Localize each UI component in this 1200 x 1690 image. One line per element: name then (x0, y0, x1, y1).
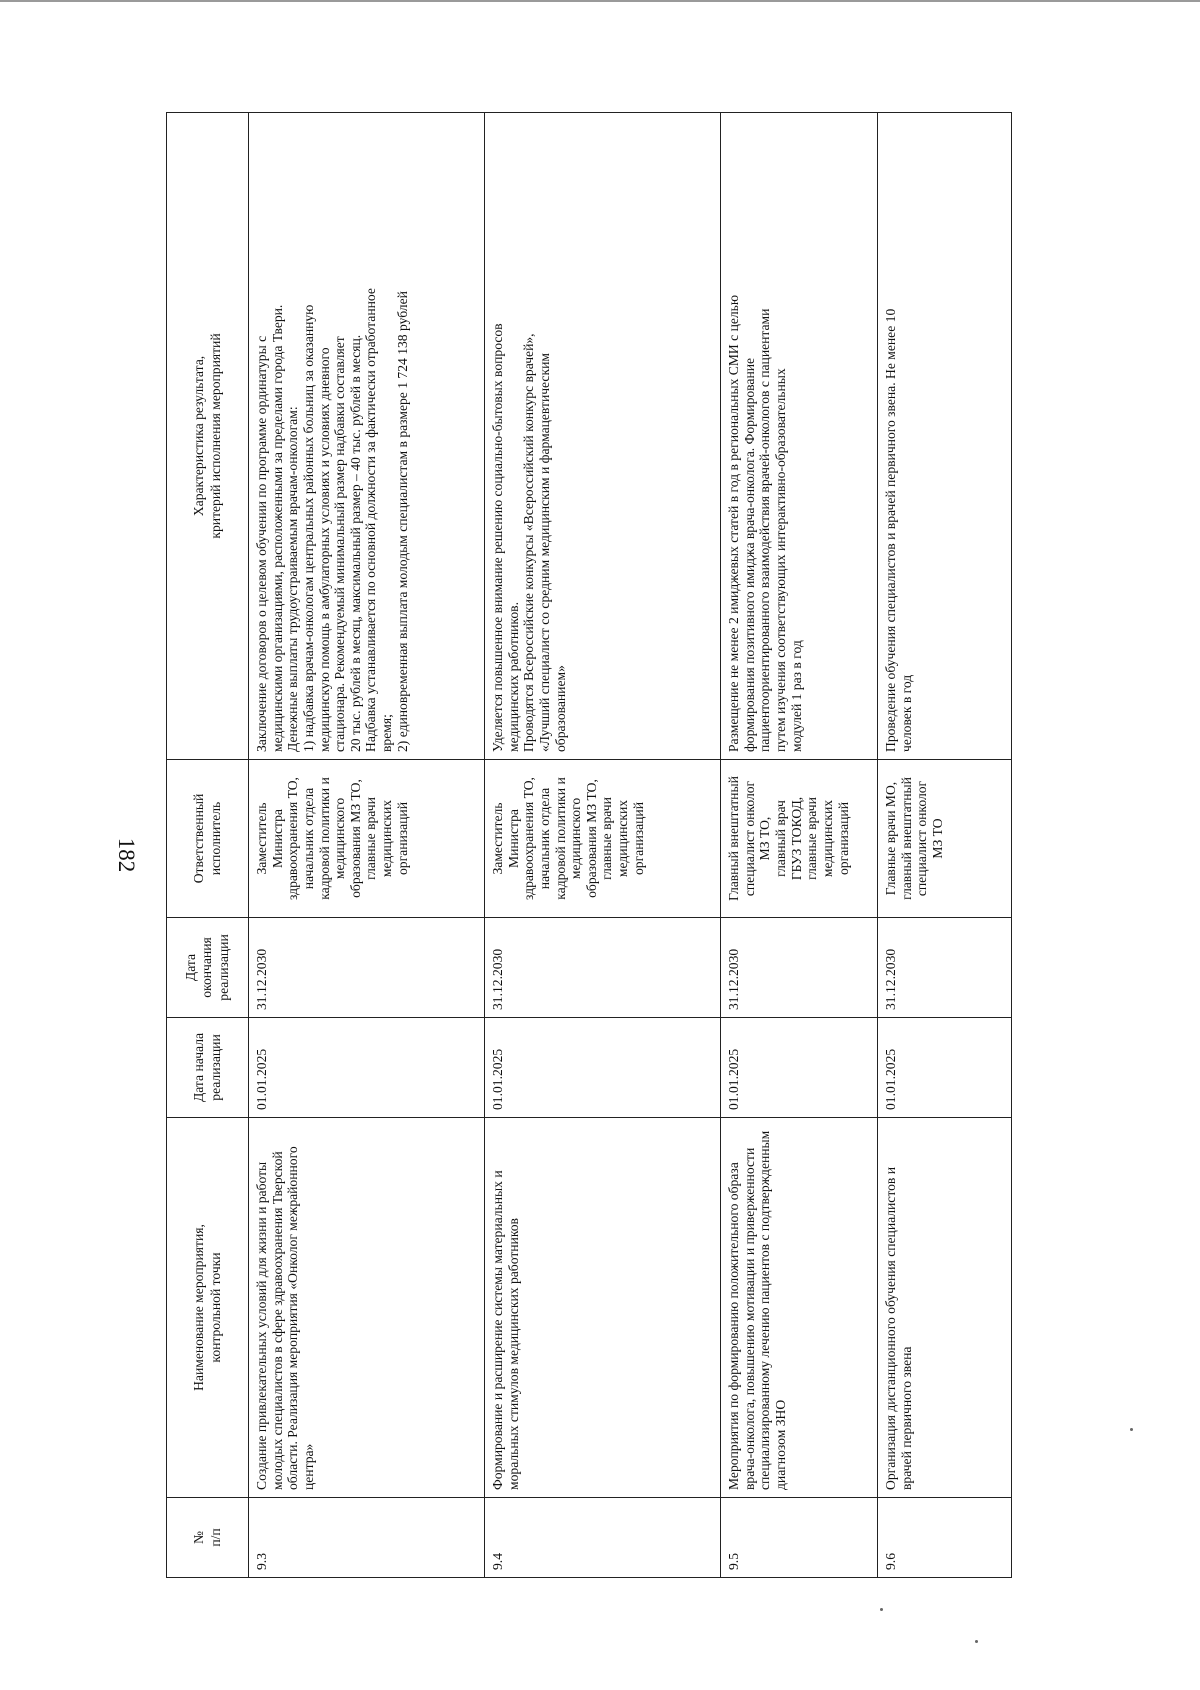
responsible-line: главные врачи (804, 797, 820, 880)
rotated-table-wrapper (166, 113, 1012, 1578)
responsible-cell (721, 760, 878, 918)
result-line: образованием» (552, 665, 568, 752)
row-number: 9.6 (878, 1498, 1012, 1578)
responsible-line: медицинского (568, 797, 584, 880)
measure-name: Организация дистанционного обучения специалистов и врачей первичного звена (878, 1118, 1012, 1498)
row-number: 9.3 (249, 1498, 485, 1578)
responsible-line: специалист онколог (914, 780, 930, 897)
result-cell (485, 113, 721, 760)
scan-speck (880, 1608, 883, 1611)
measure-name: Мероприятия по формированию положительного образа врача-онколога, повышению мотивации и приверженности специализированному лечению пациентов с подтвержденным диагнозом ЗНО (721, 1118, 878, 1498)
responsible-line: МЗ ТО (930, 818, 946, 859)
responsible-line: здравоохранения ТО, (285, 777, 301, 900)
responsible-line: медицинских (819, 799, 835, 878)
result-line: 2) единовременная выплата молодым специалистам в размере 1 724 138 рублей (394, 291, 410, 752)
responsible-line: Заместитель (254, 802, 269, 875)
responsible-line: специалист онколог (741, 780, 757, 897)
result-line: человек в год (898, 674, 914, 752)
row-number: 9.4 (485, 1498, 721, 1578)
responsible-line: начальник отдела (536, 787, 552, 890)
responsible-line: здравоохранения ТО, (521, 777, 537, 900)
responsible-line: медицинских (615, 799, 631, 878)
result-line: пациентоориентированного взаимодействия врачей-онкологов с пациентами (757, 308, 773, 752)
header-result-line: критерий исполнения мероприятий (207, 333, 223, 539)
table-row (878, 113, 1012, 1578)
result-line: медицинских работников. (505, 602, 521, 752)
responsible-cell (485, 760, 721, 918)
end-date: 31.12.2030 (878, 918, 1012, 1018)
result-line: медицинскими организациями, расположенными за пределами города Твери. (269, 304, 285, 752)
result-line: Размещение не менее 2 имиджевых статей в год в региональных СМИ с целью (726, 294, 742, 752)
responsible-line: кадровой политики и (552, 777, 568, 900)
header-start-date (167, 1018, 249, 1118)
responsible-line: МЗ ТО, (757, 816, 773, 861)
result-line: Заключение договоров о целевом обучении по программе ординатуры с (254, 335, 269, 752)
table-row (485, 113, 721, 1578)
result-line: медицинскую помощь в амбулаторных условиях и условиях дневного (316, 347, 332, 752)
result-line: модулей 1 раз в год (788, 640, 804, 752)
measures-table (166, 112, 1012, 1578)
result-line: Надбавка устанавливается по основной должности за фактически отработанное (363, 288, 379, 752)
table-row (721, 113, 878, 1578)
responsible-line: медицинских (379, 799, 394, 878)
responsible-line: Министра (269, 809, 285, 868)
responsible-line: медицинского (332, 797, 348, 880)
result-cell (249, 113, 485, 760)
header-result-line: Характеристика результата, (191, 355, 207, 517)
result-line: стационара. Рекомендуемый минимальный размер надбавки составляет (332, 336, 348, 752)
header-name-line: Наименование мероприятия, (191, 1224, 207, 1391)
result-line: Проводятся Всероссийские конкурсы «Всероссийский конкурс врачей», (521, 333, 537, 752)
responsible-line: организаций (394, 802, 410, 875)
header-responsible (167, 760, 249, 918)
header-num-line: п/п (207, 1528, 223, 1547)
start-date: 01.01.2025 (721, 1018, 878, 1118)
header-end-line: Дата (183, 953, 199, 982)
table-header-row (167, 113, 249, 1578)
result-cell (878, 113, 1012, 760)
responsible-line: ГБУЗ ТОКОД, (788, 796, 804, 881)
result-line: формирования позитивного имиджа врача-онколога. Формирование (741, 357, 757, 752)
result-line: Уделяется повышенное внимание решению социально-бытовых вопросов (490, 323, 506, 752)
result-line: 1) надбавка врачам-онкологам центральных районных больниц за оказанную (300, 304, 316, 752)
page-number: 182 (114, 837, 139, 873)
header-start-line: Дата начала (191, 1032, 207, 1103)
header-num-line: № (191, 1531, 207, 1544)
measure-name: Создание привлекательных условий для жизни и работы молодых специалистов в сфере здравоохранения Тверской области. Реализация мероприятия «Онколог межрайонного центра» (249, 1118, 485, 1498)
start-date: 01.01.2025 (249, 1018, 485, 1118)
responsible-line: главный врач (773, 800, 789, 877)
table-sheet (166, 113, 1012, 1578)
end-date: 31.12.2030 (485, 918, 721, 1018)
responsible-line: Главные врачи МО, (883, 781, 899, 896)
measure-name: Формирование и расширение системы материальных и моральных стимулов медицинских работников (485, 1118, 721, 1498)
start-date: 01.01.2025 (878, 1018, 1012, 1118)
responsible-line: организаций (630, 802, 646, 875)
responsible-cell (878, 760, 1012, 918)
responsible-line: организаций (835, 802, 851, 875)
header-name (167, 1118, 249, 1498)
responsible-cell (249, 760, 485, 918)
header-num (167, 1498, 249, 1578)
result-line: 20 тыс. рублей в месяц, максимальный размер – 40 тыс. рублей в месяц. (347, 334, 363, 752)
responsible-line: главный внештатный (898, 777, 914, 900)
table-row (249, 113, 485, 1578)
start-date: 01.01.2025 (485, 1018, 721, 1118)
responsible-line: главные врачи (599, 797, 615, 880)
responsible-line: кадровой политики и (316, 777, 332, 900)
result-cell (721, 113, 878, 760)
header-start-line: реализации (207, 1034, 223, 1101)
header-responsible-line: исполнитель (207, 801, 223, 876)
responsible-line: главные врачи (363, 797, 379, 880)
end-date: 31.12.2030 (721, 918, 878, 1018)
header-name-line: контрольной точки (207, 1252, 223, 1363)
scan-speck (1130, 1428, 1133, 1431)
header-end-line: реализации (215, 934, 231, 1001)
responsible-line: образования МЗ ТО, (347, 779, 363, 898)
scan-speck (975, 1640, 978, 1643)
header-result (167, 113, 249, 760)
row-number: 9.5 (721, 1498, 878, 1578)
result-line: «Лучший специалист со средним медицинским и фармацевтическим (536, 353, 552, 752)
end-date: 31.12.2030 (249, 918, 485, 1018)
responsible-line: Заместитель (490, 802, 506, 875)
header-responsible-line: Ответственный (191, 793, 207, 884)
responsible-line: Главный внештатный (726, 776, 742, 901)
responsible-line: образования МЗ ТО, (583, 779, 599, 898)
header-end-date (167, 918, 249, 1018)
responsible-line: начальник отдела (300, 787, 316, 890)
result-line: Проведение обучения специалистов и врачей первичного звена. Не менее 10 (883, 308, 899, 752)
header-end-line: окончания (199, 937, 215, 998)
result-line: путем изучения соответствующих интерактивно-образовательных (773, 368, 789, 752)
scan-edge-line (0, 0, 1200, 2)
result-line: Денежные выплаты трудоустраиваемым врачам-онкологам: (285, 406, 301, 752)
result-line: время; (379, 714, 394, 752)
responsible-line: Министра (505, 809, 521, 868)
